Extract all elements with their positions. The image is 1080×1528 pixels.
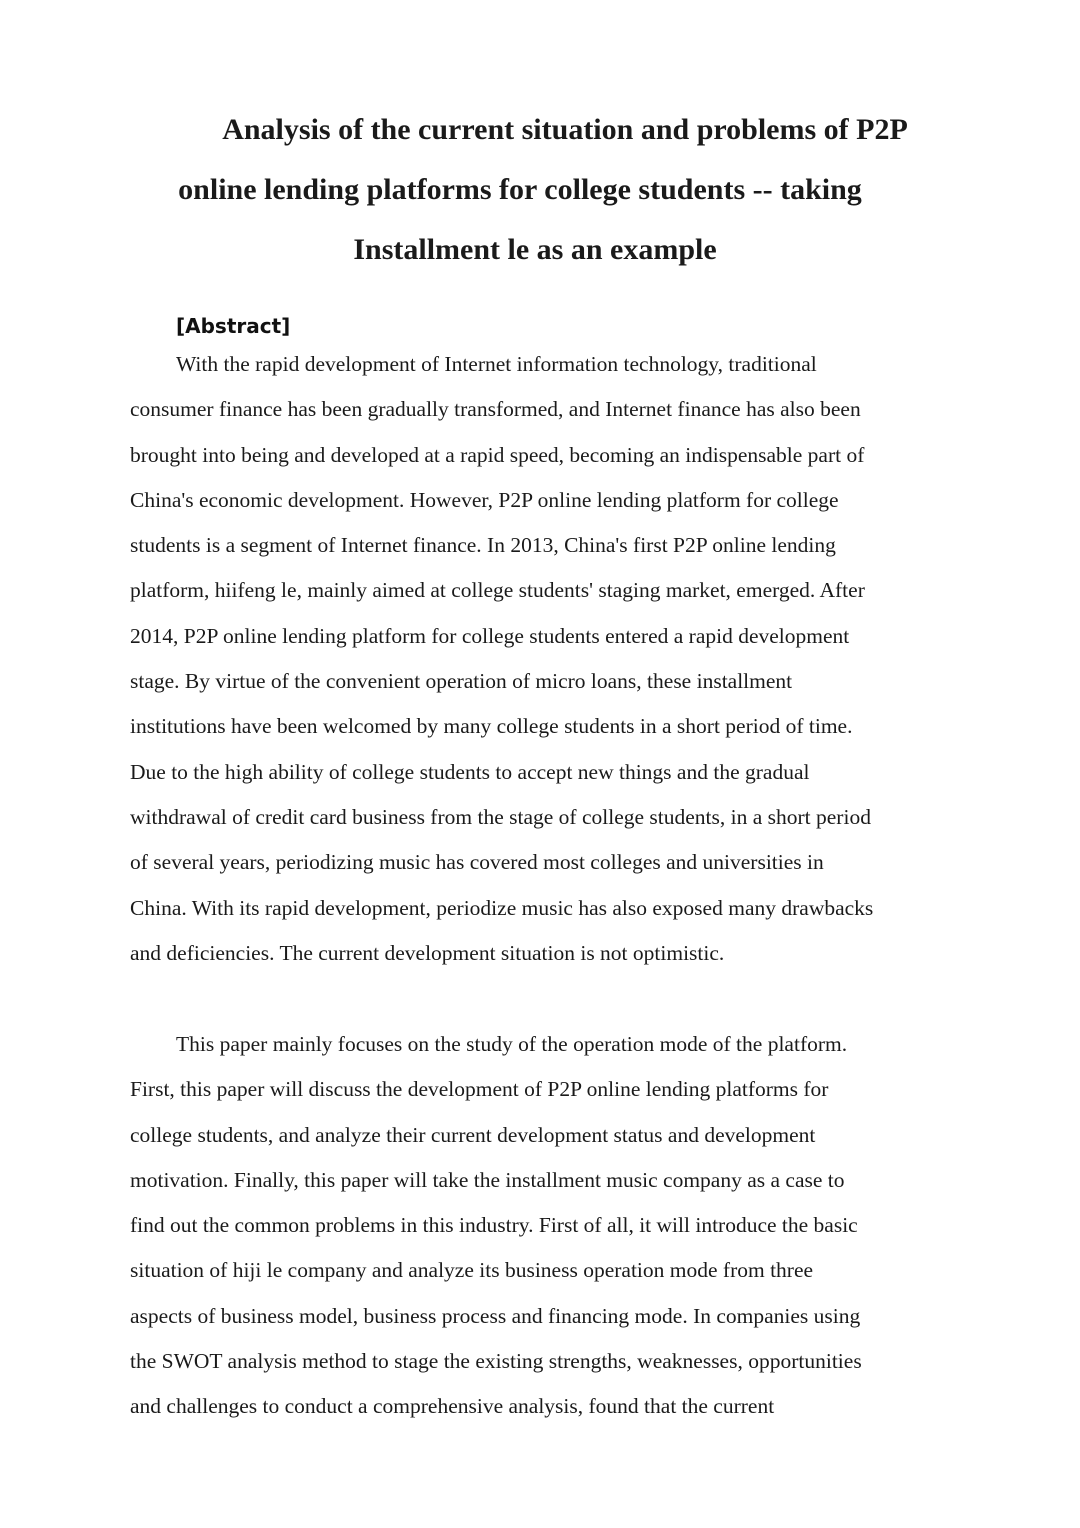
paragraph-line: brought into being and developed at a rapid speed, becoming an indispensable part of (130, 442, 865, 467)
paragraph-line: China's economic development. However, P2P online lending platform for college (130, 487, 839, 512)
paragraph-line: stage. By virtue of the convenient operation of micro loans, these installment (130, 669, 793, 694)
paragraph-line: With the rapid development of Internet information technology, traditional (176, 352, 817, 376)
paragraph-line: institutions have been welcomed by many college students in a short period of time. (130, 714, 853, 739)
paragraph-line: China. With its rapid development, periodize music has also exposed many drawbacks (130, 895, 874, 920)
paragraph-line: motivation. Finally, this paper will take the installment music company as a case to (130, 1167, 845, 1192)
paragraph-line: students is a segment of Internet finance. In 2013, China's first P2P online lending (130, 533, 836, 558)
paragraph-line: and challenges to conduct a comprehensive analysis, found that the current (130, 1394, 775, 1419)
abstract-paragraph-1 (130, 342, 935, 976)
paragraph-line: consumer finance has been gradually transformed, and Internet finance has also been (130, 397, 861, 422)
paragraph-line: of several years, periodizing music has covered most colleges and universities in (130, 850, 824, 875)
paragraph-line: aspects of business model, business process and financing mode. In companies using (130, 1303, 861, 1328)
paragraph-line: the SWOT analysis method to stage the existing strengths, weaknesses, opportunities (130, 1349, 862, 1374)
paragraph-line: platform, hiifeng le, mainly aimed at college students' staging market, emerged. After (130, 578, 865, 603)
abstract-paragraph-2 (130, 1022, 935, 1430)
abstract-heading: [Abstract] (176, 314, 291, 338)
paragraph-line: 2014, P2P online lending platform for college students entered a rapid development (130, 623, 850, 648)
paragraph-line: This paper mainly focuses on the study of the operation mode of the platform. (176, 1032, 848, 1056)
paragraph-line: withdrawal of credit card business from the stage of college students, in a short period (130, 804, 871, 829)
page-title (130, 100, 950, 280)
title-line-3: Installment le as an example (353, 233, 717, 266)
paragraph-line: Due to the high ability of college students to accept new things and the gradual (130, 759, 810, 784)
paragraph-line: situation of hiji le company and analyze its business operation mode from three (130, 1258, 814, 1283)
title-line-1: Analysis of the current situation and problems of P2P (222, 113, 908, 146)
paragraph-line: find out the common problems in this industry. First of all, it will introduce the basic (130, 1213, 858, 1238)
paragraph-line: and deficiencies. The current development situation is not optimistic. (130, 940, 725, 965)
title-line-2: online lending platforms for college students -- taking (178, 173, 862, 206)
paragraph-line: college students, and analyze their current development status and development (130, 1122, 816, 1147)
paragraph-line: First, this paper will discuss the development of P2P online lending platforms for (130, 1077, 829, 1102)
